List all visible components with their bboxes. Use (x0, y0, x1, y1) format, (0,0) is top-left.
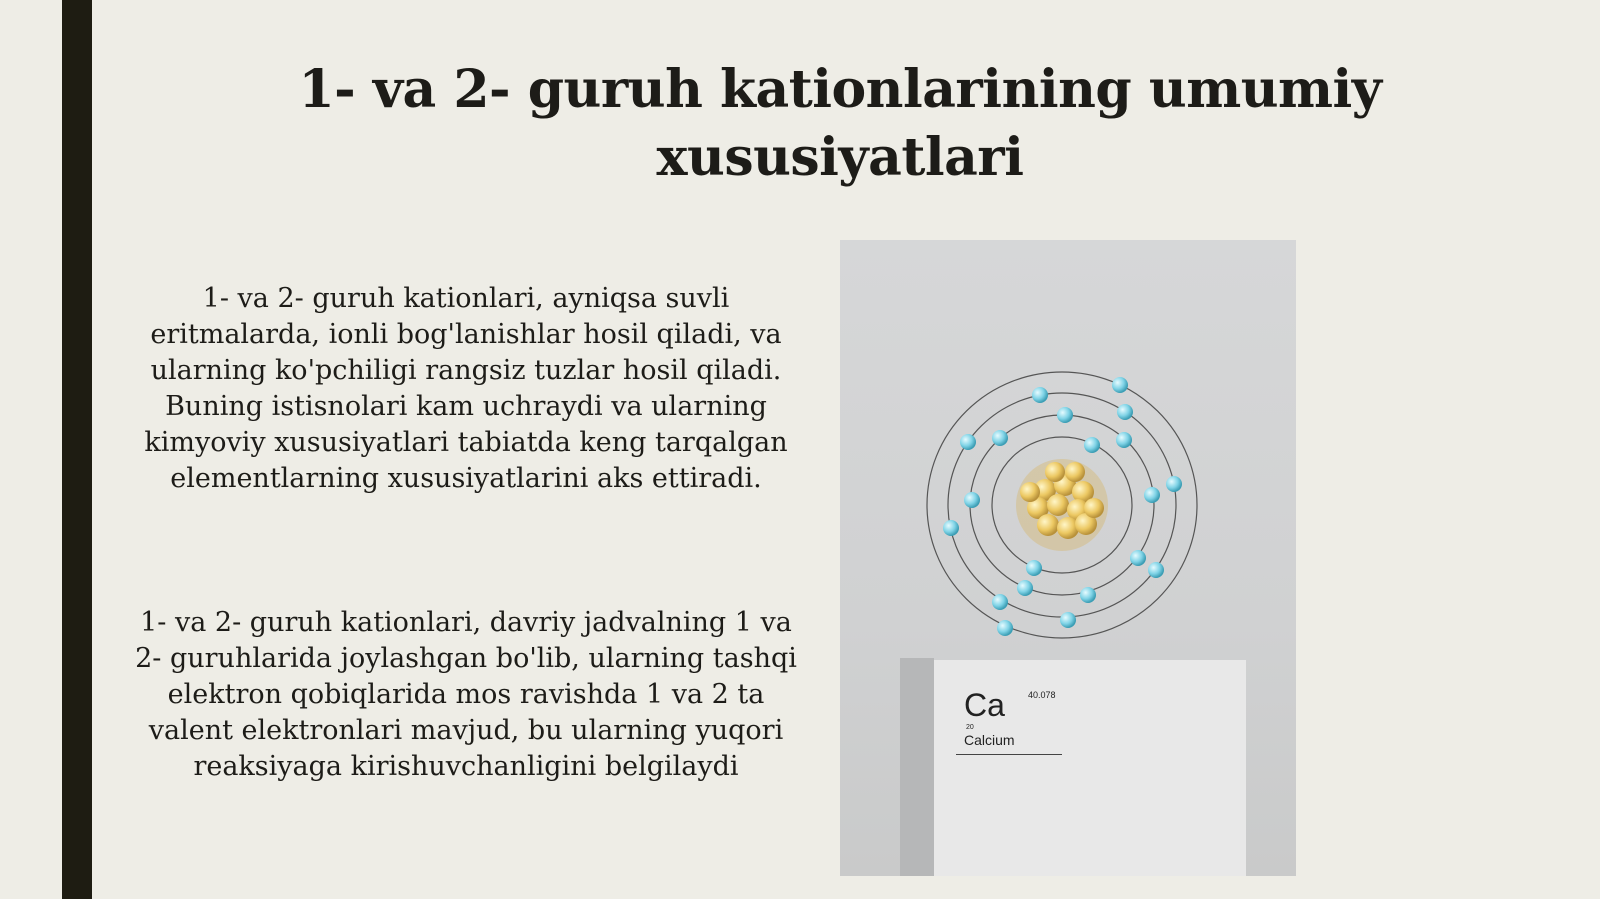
slide-title: 1- va 2- guruh kationlarining umumiy xususiyatlari (298, 59, 1382, 188)
body-text (118, 245, 814, 821)
paragraph-spacer (118, 533, 814, 569)
calcium-atom-image (840, 240, 1296, 876)
atomic-number: 20 (966, 724, 974, 731)
element-card (934, 660, 1246, 876)
element-name: Calcium (964, 732, 1015, 748)
card-side (900, 658, 934, 876)
paragraph-2: 1- va 2- guruh kationlari, davriy jadvalning 1 va 2- guruhlarida joylashgan bo'lib, ularning tashqi elektron qobiqlarida mos ravishda 1 va 2 ta valent elektronlari mavjud, bu ularning yuqori reaksiyaga kirishuvchanligini belgilaydi (135, 607, 797, 782)
card-underline (956, 754, 1062, 755)
atomic-mass: 40.078 (1028, 690, 1056, 700)
nucleus (1016, 459, 1108, 551)
element-symbol: Ca (964, 687, 1005, 723)
accent-bar (62, 0, 92, 899)
paragraph-1: 1- va 2- guruh kationlari, ayniqsa suvli eritmalarda, ionli bog'lanishlar hosil qiladi, va ularning ko'pchiligi rangsiz tuzlar hosil qiladi. Buning istisnolari kam uchraydi va ularning kimyoviy xususiyatlari tabiatda keng tarqalgan elementlarning xususiyatlarini aks ettiradi. (144, 283, 788, 494)
